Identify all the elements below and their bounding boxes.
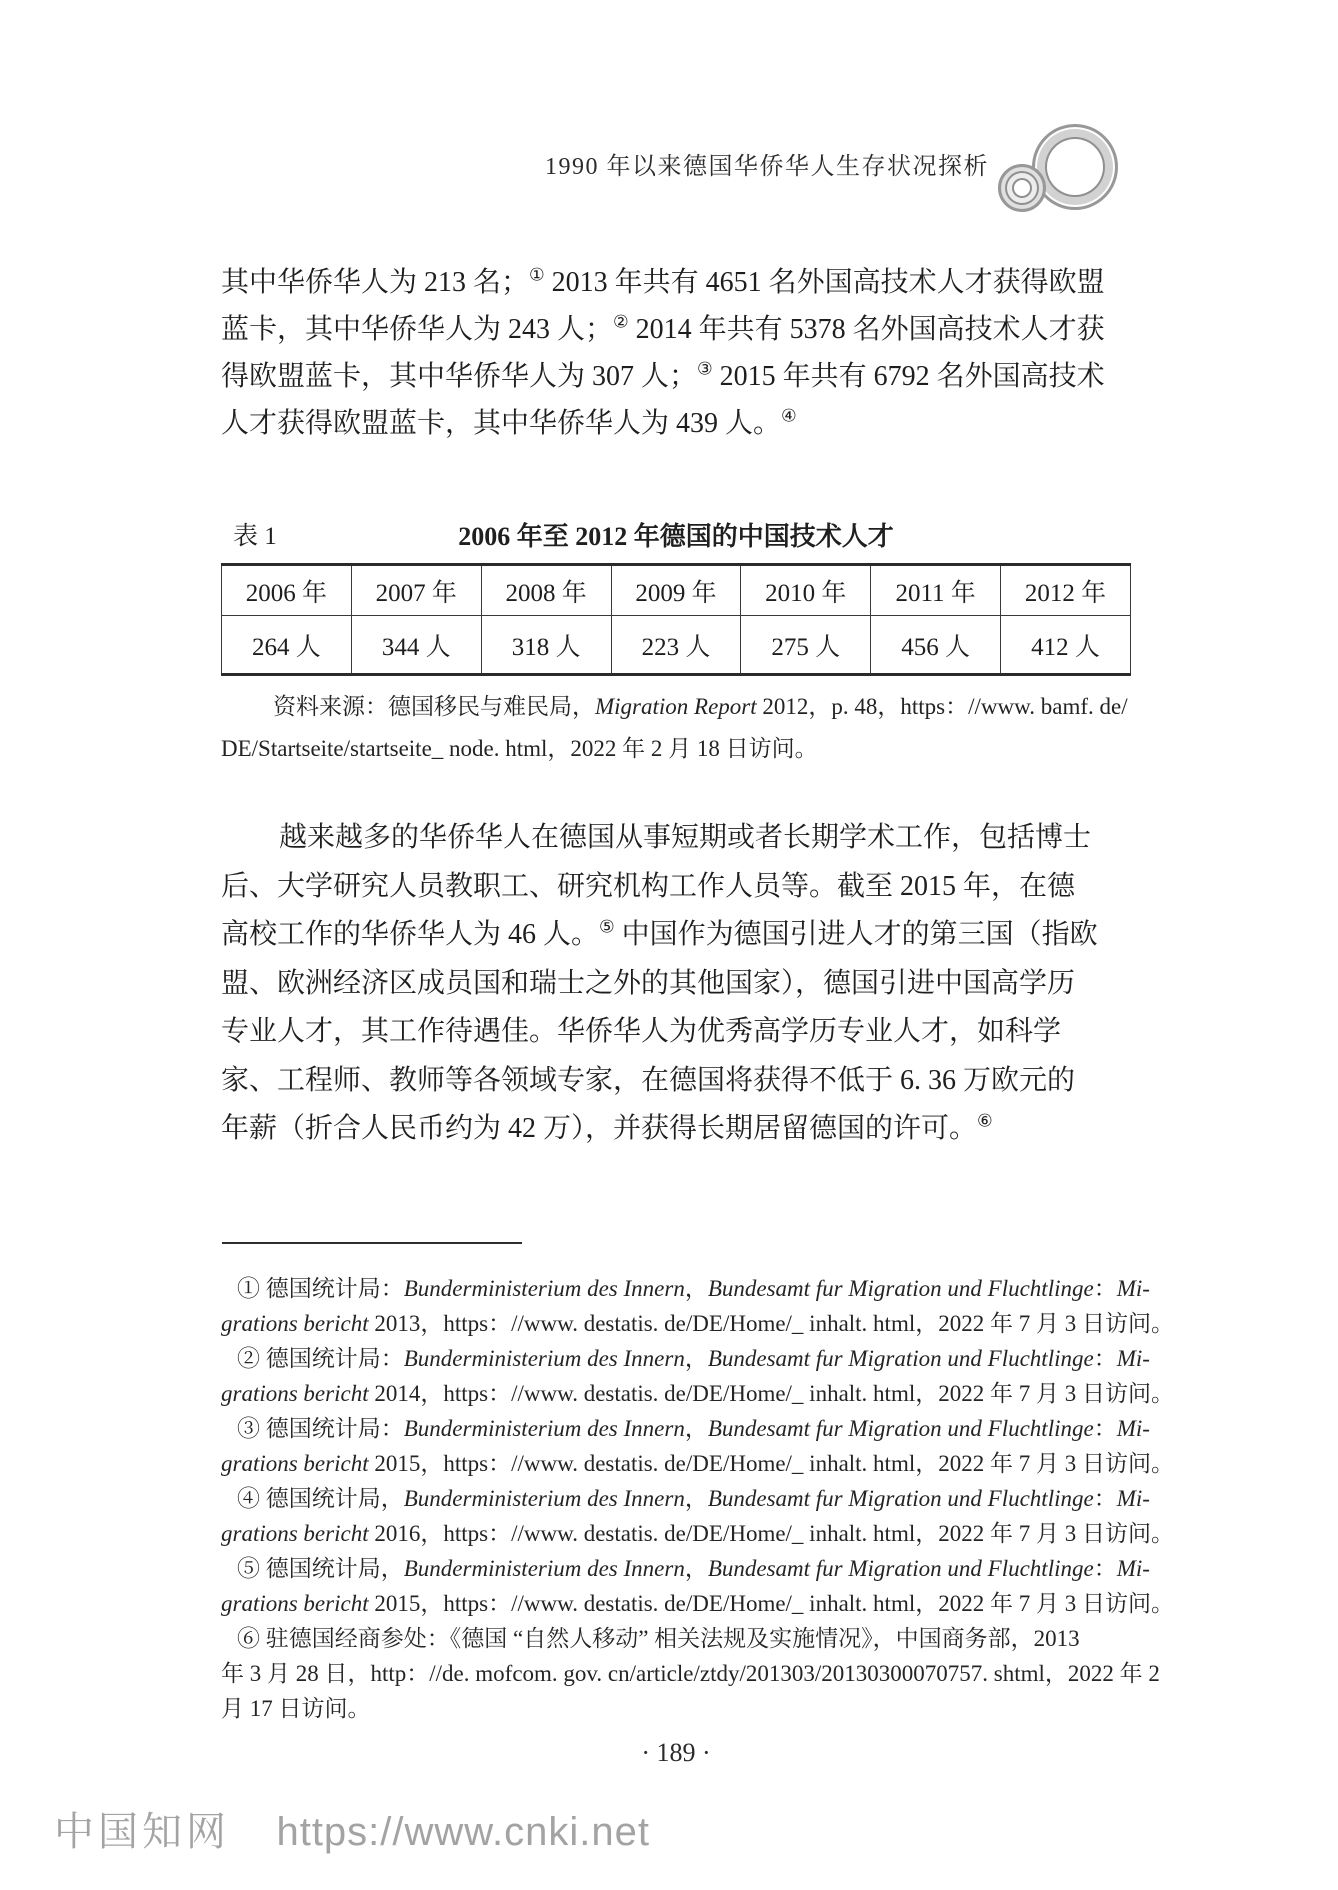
text-line: 其中华侨华人为 213 名；① 2013 年共有 4651 名外国高技术人才获得欧盟 xyxy=(221,265,1105,298)
text-line: 盟、欧洲经济区成员国和瑞士之外的其他国家），德国引进中国高学历 xyxy=(221,967,1076,999)
running-head-title: 1990 年以来德国华侨华人生存状况探析 xyxy=(545,154,989,180)
watermark-footer xyxy=(54,1800,650,1857)
table-data-cell: 223 人 xyxy=(611,616,741,675)
table-source-note xyxy=(221,686,1131,770)
table-header-cell: 2007 年 xyxy=(351,565,481,616)
text-line: 越来越多的华侨华人在德国从事短期或者长期学术工作，包括博士 xyxy=(279,822,1092,853)
footnote-line: ⑥ 驻德国经商参处：《德国 “自然人移动” 相关法规及实施情况》，中国商务部，2013 xyxy=(237,1626,1080,1651)
table-header-cell: 2008 年 xyxy=(481,565,611,616)
footnote-line: grations bericht 2016，https：//www. destatis. de/DE/Home/_ inhalt. html，2022 年 7 月 3 日访问。 xyxy=(221,1521,1174,1546)
table-data-cell: 275 人 xyxy=(741,616,871,675)
table-title: 2006 年至 2012 年德国的中国技术人才 xyxy=(458,522,894,551)
text-line: 后、大学研究人员教职工、研究机构工作人员等。截至 2015 年，在德 xyxy=(221,870,1076,902)
footnote-line: 年 3 月 28 日，http：//de. mofcom. gov. cn/article/ztdy/201303/20130300070757. shtml，2022 年 2 xyxy=(221,1661,1160,1686)
table-header-cell: 2010 年 xyxy=(741,565,871,616)
footnote-line: ⑤ 德国统计局，Bunderministerium des Innern，Bundesamt fur Migration und Fluchtlinge：Mi- xyxy=(237,1556,1150,1581)
table-header-row xyxy=(222,565,1131,616)
footnote-separator xyxy=(222,1242,522,1244)
body-paragraph-2 xyxy=(221,814,1131,1154)
cnki-url: https://www.cnki.net xyxy=(276,1810,650,1854)
table-label: 表 1 xyxy=(233,523,277,550)
large-circle-icon xyxy=(1032,124,1118,210)
data-table xyxy=(221,563,1131,676)
footnote-line: ④ 德国统计局，Bunderministerium des Innern，Bundesamt fur Migration und Fluchtlinge：Mi- xyxy=(237,1486,1150,1511)
footnote-line: ② 德国统计局：Bunderministerium des Innern，Bundesamt fur Migration und Fluchtlinge：Mi- xyxy=(237,1346,1150,1371)
table-data-cell: 412 人 xyxy=(1001,616,1131,675)
footnotes-block xyxy=(221,1271,1174,1726)
small-circle-icon xyxy=(998,164,1046,212)
footnote-line: grations bericht 2013，https：//www. destatis. de/DE/Home/_ inhalt. html，2022 年 7 月 3 日访问。 xyxy=(221,1311,1174,1336)
page-number: · 189 · xyxy=(641,1738,711,1767)
footnote-line: ③ 德国统计局：Bunderministerium des Innern，Bundesamt fur Migration und Fluchtlinge：Mi- xyxy=(237,1416,1150,1441)
text-line: 年薪（折合人民币约为 42 万），并获得长期居留德国的许可。⑥ xyxy=(221,1111,993,1144)
decorative-circles-icon xyxy=(996,122,1124,212)
footnote-line: grations bericht 2014，https：//www. destatis. de/DE/Home/_ inhalt. html，2022 年 7 月 3 日访问。 xyxy=(221,1381,1174,1406)
table-header-cell: 2011 年 xyxy=(871,565,1001,616)
footnote-line: 月 17 日访问。 xyxy=(221,1696,371,1721)
text-line: 蓝卡，其中华侨华人为 243 人；② 2014 年共有 5378 名外国高技术人才获 xyxy=(221,312,1105,345)
table-data-cell: 344 人 xyxy=(351,616,481,675)
table-data-row xyxy=(222,616,1131,675)
text-line: 得欧盟蓝卡，其中华侨华人为 307 人；③ 2015 年共有 6792 名外国高技术 xyxy=(221,359,1105,392)
table-header-cell: 2012 年 xyxy=(1001,565,1131,616)
text-line: 资料来源：德国移民与难民局，Migration Report 2012，p. 48，https：//www. bamf. de/ xyxy=(273,694,1128,719)
text-line: 高校工作的华侨华人为 46 人。⑤ 中国作为德国引进人才的第三国（指欧 xyxy=(221,917,1098,950)
table-header-cell: 2006 年 xyxy=(222,565,352,616)
table-header-cell: 2009 年 xyxy=(611,565,741,616)
text-line: 专业人才，其工作待遇佳。华侨华人为优秀高学历专业人才，如科学 xyxy=(221,1016,1062,1047)
text-line: DE/Startseite/startseite_ node. html，2022 年 2 月 18 日访问。 xyxy=(221,736,818,761)
text-line: 人才获得欧盟蓝卡，其中华侨华人为 439 人。④ xyxy=(221,406,797,439)
cnki-brand: 中国知网 xyxy=(54,1810,230,1854)
table-data-cell: 264 人 xyxy=(222,616,352,675)
text-line: 家、工程师、教师等各领域专家，在德国将获得不低于 6. 36 万欧元的 xyxy=(221,1064,1076,1096)
footnote-line: ① 德国统计局：Bunderministerium des Innern，Bundesamt fur Migration und Fluchtlinge：Mi- xyxy=(237,1276,1150,1301)
table-data-cell: 456 人 xyxy=(871,616,1001,675)
table-caption xyxy=(221,516,1131,552)
footnote-line: grations bericht 2015，https：//www. destatis. de/DE/Home/_ inhalt. html，2022 年 7 月 3 日访问。 xyxy=(221,1591,1174,1616)
body-paragraph-1 xyxy=(221,259,1131,447)
table-data-cell: 318 人 xyxy=(481,616,611,675)
footnote-line: grations bericht 2015，https：//www. destatis. de/DE/Home/_ inhalt. html，2022 年 7 月 3 日访问。 xyxy=(221,1451,1174,1476)
